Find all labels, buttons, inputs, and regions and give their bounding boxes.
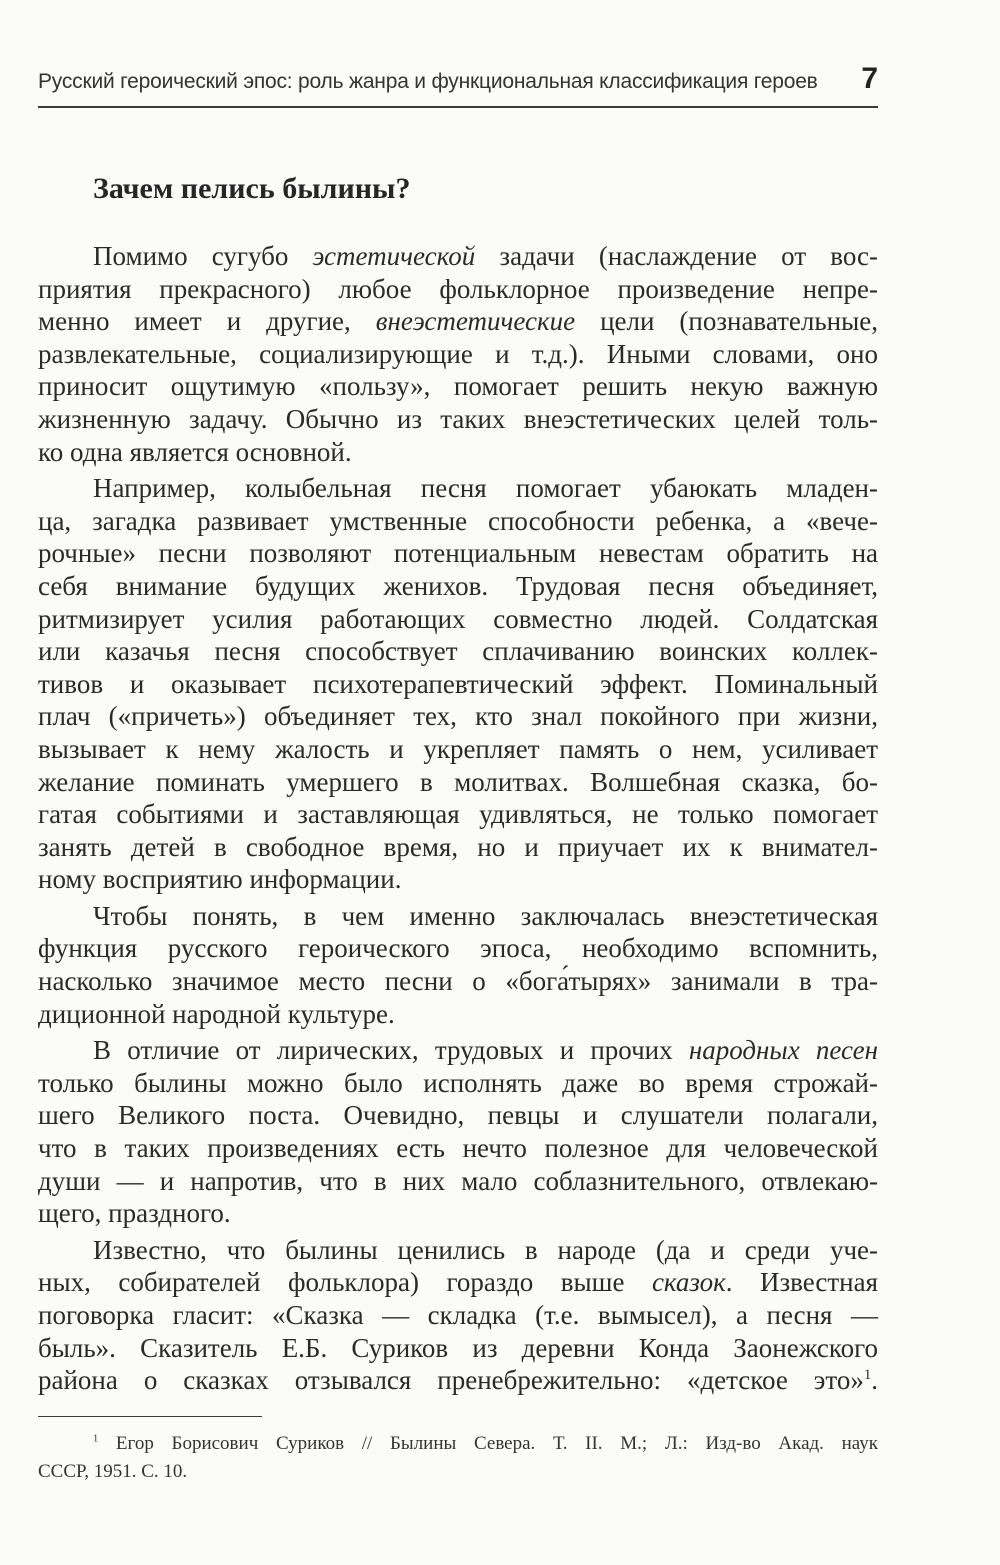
body-text	[38, 240, 878, 1397]
text-line: Например, колыбельная песня помогает убаюкать младен-	[93, 473, 878, 504]
text-line: поговорка гласит: «Сказка — складка (т.е. вымысел), а песня —	[38, 1300, 878, 1330]
paragraph	[38, 472, 878, 896]
footnote-separator	[38, 1416, 262, 1417]
text-line: рочные» песни позволяют потенциальным невестам обратить на	[38, 538, 878, 569]
text-line: желание поминать умершего в молитвах. Волшебная сказка, бо-	[38, 766, 878, 797]
text-line: насколько значимое место песни о «бога́тырях» занимали в тра-	[38, 966, 878, 997]
text-line: приятия прекрасного) любое фольклорное произведение непре-	[38, 273, 878, 304]
text-line: плач («причеть») объединяет тех, кто знал покойного при жизни,	[38, 701, 878, 732]
text-line: диционной народной культуре.	[38, 998, 395, 1029]
paragraph	[38, 900, 878, 1030]
running-header	[38, 62, 878, 108]
section-title: Зачем пелись былины?	[93, 172, 411, 205]
text-line: быль». Сказитель Е.Б. Суриков из деревни Конда Заонежского	[38, 1332, 878, 1363]
text-line: вызывает к нему жалость и укрепляет память о нем, усиливает	[38, 733, 878, 764]
text-line: Известно, что былины ценились в народе (да и среди уче-	[93, 1234, 878, 1265]
footnote	[38, 1430, 878, 1486]
text-line: Чтобы понять, в чем именно заключалась внеэстетическая	[93, 900, 878, 931]
text-line: менно имеет и другие, внеэстетические цели (познавательные,	[38, 306, 879, 337]
text-line: ному восприятию информации.	[38, 864, 402, 895]
text-line: или казачья песня способствует сплачиванию воинских коллек-	[38, 636, 878, 667]
text-line: ритмизирует усилия работающих совместно людей. Солдатская	[38, 603, 878, 634]
text-line: ных, собирателей фольклора) гораздо выше сказок. Известная	[38, 1267, 878, 1298]
text-line: души — и напротив, что в них мало соблазнительного, отвлекаю-	[38, 1165, 878, 1196]
footnote-line: СССР, 1951. С. 10.	[38, 1461, 188, 1482]
text-line: себя внимание будущих женихов. Трудовая песня объединяет,	[38, 570, 878, 601]
text-line: шего Великого поста. Очевидно, певцы и слушатели полагали,	[38, 1100, 878, 1131]
text-line: района о сказках отзывался пренебрежительно: «детское это»$^1$.	[38, 1365, 878, 1396]
text-line: жизненную задачу. Обычно из таких внеэстетических целей толь-	[38, 403, 878, 434]
text-line: функция русского героического эпоса, необходимо вспомнить,	[38, 933, 878, 964]
text-line: только былины можно было исполнять даже во время строжай-	[38, 1067, 878, 1098]
paragraph	[38, 240, 878, 468]
text-line: Помимо сугубо эстетической задачи (наслаждение от вос-	[93, 241, 878, 271]
page-number: 7	[861, 62, 878, 95]
text-line: гатая событиями и заставляющая удивляться, не только помогает	[38, 799, 878, 830]
paragraph	[38, 1234, 878, 1397]
text-line: щего, праздного.	[38, 1198, 231, 1229]
text-line: приносит ощутимую «пользу», помогает решить некую важную	[38, 371, 878, 402]
text-line: что в таких произведениях есть нечто полезное для человеческой	[38, 1133, 878, 1164]
text-line: ца, загадка развивает умственные способности ребенка, а «вече-	[38, 505, 878, 536]
text-line: занять детей в свободное время, но и приучает их к внимател-	[38, 831, 878, 862]
text-line: развлекательные, социализирующие и т.д.). Иными словами, оно	[38, 338, 878, 369]
paragraph	[38, 1034, 878, 1230]
running-title: Русский героический эпос: роль жанра и функциональная классификация героев	[38, 70, 818, 93]
text-line: тивов и оказывает психотерапевтический эффект. Поминальный	[38, 668, 878, 699]
text-line: В отличие от лирических, трудовых и прочих народных песен	[93, 1035, 878, 1066]
text-line: ко одна является основной.	[38, 436, 352, 467]
footnote-line: $^1$ Егор Борисович Суриков // Былины Севера. Т. II. М.; Л.: Изд-во Акад. наук	[93, 1433, 878, 1454]
